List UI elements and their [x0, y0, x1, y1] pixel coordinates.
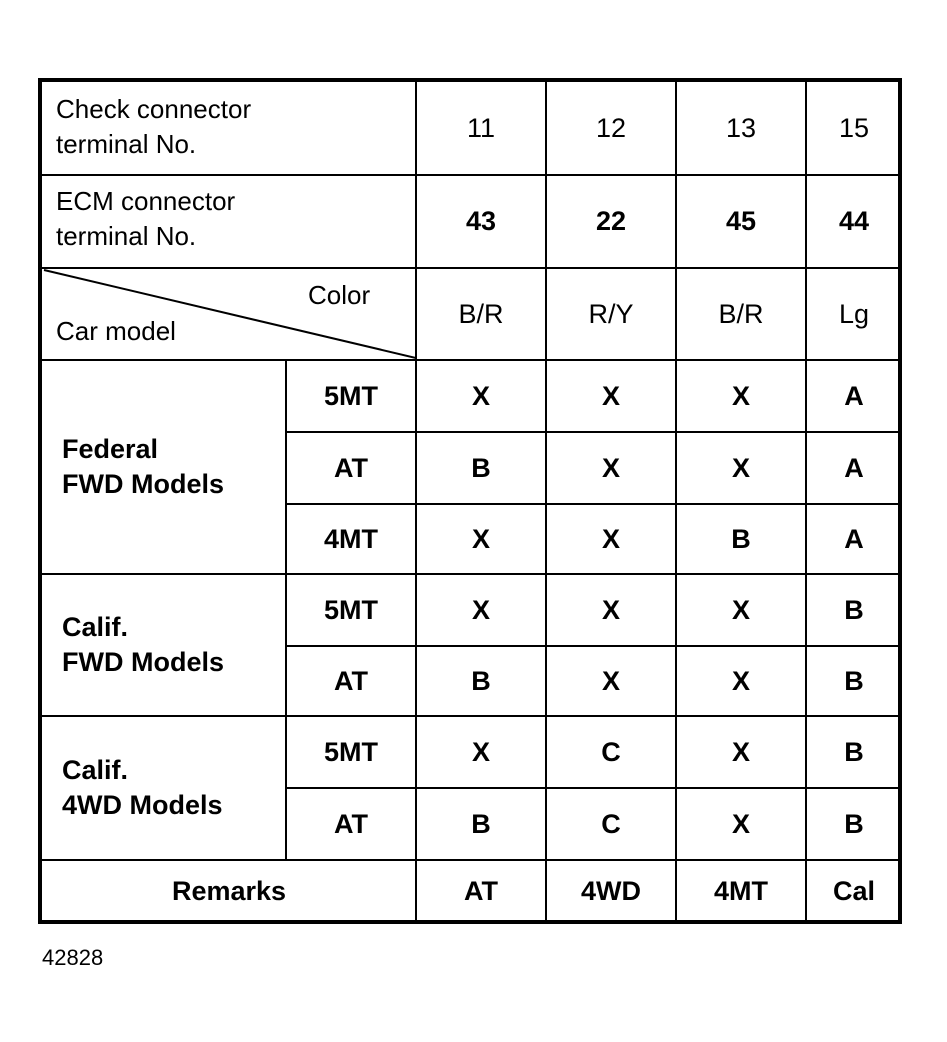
table-cell-value: X: [601, 380, 620, 411]
ecm-terminal-number b: 22: [595, 206, 627, 236]
check-terminal-number: 11: [466, 113, 496, 143]
connector-table: [38, 78, 902, 924]
figure-number: 42828: [42, 945, 104, 970]
table-cell-value: B: [471, 452, 491, 483]
table-cell-value: B: [844, 808, 864, 839]
wire-color: B/R: [458, 298, 504, 329]
remark-value: 4WD: [581, 875, 641, 906]
car-model-label: Car model: [56, 316, 176, 346]
transmission-type: 5MT: [324, 380, 378, 411]
table-cell-value: X: [731, 380, 750, 411]
table-cell-value: X: [601, 523, 620, 554]
table-cell-value: A: [844, 380, 864, 411]
transmission-type: 5MT: [324, 594, 378, 625]
table-cell-value: B: [731, 523, 751, 554]
transmission-type: AT: [334, 665, 368, 696]
car-model-group: Calif. 4WD Models: [62, 755, 223, 820]
table-cell-value: X: [731, 452, 750, 483]
table-cell-value: C: [601, 736, 621, 767]
check-terminal-number: 13: [725, 113, 757, 143]
table-cell-value: A: [844, 452, 864, 483]
remark-value: Cal: [832, 875, 876, 906]
table-cell-value: B: [844, 736, 864, 767]
table-cell-value: X: [471, 523, 490, 554]
wire-color: Lg: [838, 298, 870, 329]
check-connector-label: Check connector terminal No.: [56, 94, 252, 159]
table-cell-value: X: [601, 665, 620, 696]
check-terminal-number: 15: [838, 113, 870, 143]
table-cell-value: X: [471, 380, 490, 411]
table-cell-value: B: [471, 808, 491, 839]
ecm-terminal-number b: 43: [465, 206, 497, 236]
car-model-group: Federal FWD Models: [62, 434, 224, 499]
car-model-group: Calif. FWD Models: [62, 612, 224, 677]
table-cell-value: C: [601, 808, 621, 839]
transmission-type: 4MT: [324, 523, 378, 554]
ecm-connector-label: ECM connector terminal No.: [56, 186, 236, 251]
check-terminal-number: 12: [595, 113, 627, 143]
ecm-terminal-number b: 45: [725, 206, 757, 236]
transmission-type: 5MT: [324, 736, 378, 767]
table-cell-value: X: [731, 808, 750, 839]
remark-value: AT: [464, 875, 498, 906]
remarks-label: Remarks: [171, 875, 287, 906]
table-cell-value: X: [471, 594, 490, 625]
wire-color: R/Y: [588, 298, 634, 329]
table-cell-value: X: [601, 594, 620, 625]
table-cell-value: A: [844, 523, 864, 554]
remark-value: 4MT: [714, 875, 768, 906]
transmission-type: AT: [334, 808, 368, 839]
transmission-type: AT: [334, 452, 368, 483]
table-cell-value: X: [731, 736, 750, 767]
wire-color: B/R: [718, 298, 764, 329]
table-cell-value: B: [844, 665, 864, 696]
table-cell-value: X: [471, 736, 490, 767]
table-cell-value: X: [731, 594, 750, 625]
ecm-terminal-number b: 44: [838, 206, 870, 236]
table-cell-value: X: [601, 452, 620, 483]
table-cell-value: B: [844, 594, 864, 625]
table-cell-value: X: [731, 665, 750, 696]
color-label: Color: [308, 280, 371, 310]
table-cell-value: B: [471, 665, 491, 696]
